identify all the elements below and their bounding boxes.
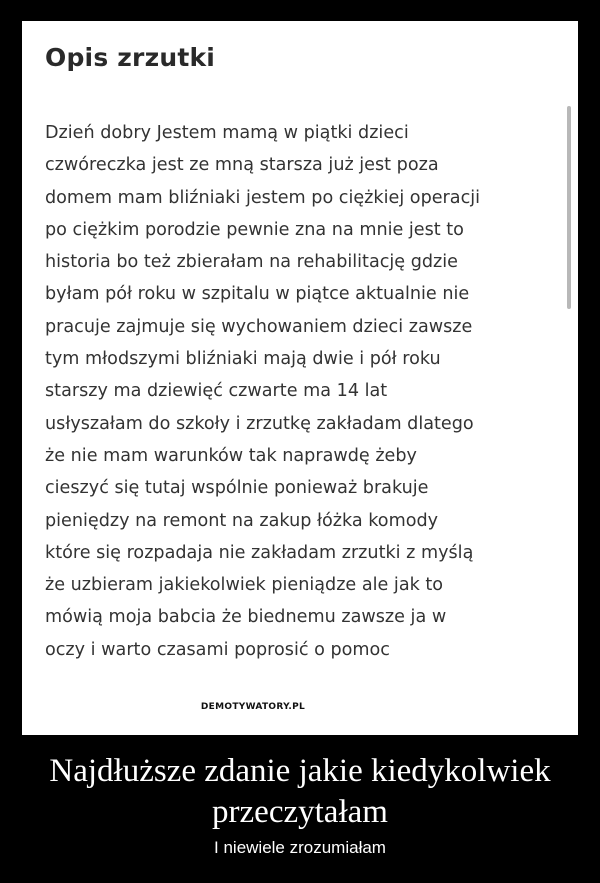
- description-line: które się rozpadaja nie zakładam zrzutki z myślą: [45, 542, 474, 563]
- description-line: że nie mam warunków tak naprawdę żeby: [45, 445, 417, 466]
- description-line: że uzbieram jakiekolwiek pieniądze ale jak to: [45, 575, 444, 596]
- description-line: tym młodszymi bliźniaki mają dwie i pół roku: [45, 349, 441, 370]
- description-line: po ciężkim porodzie pewnie zna na mnie jest to: [45, 219, 464, 240]
- post-description: [45, 117, 565, 666]
- description-line: historia bo też zbierałam na rehabilitację gdzie: [45, 252, 458, 273]
- description-line: starszy ma dziewięć czwarte ma 14 lat: [45, 381, 388, 402]
- caption-title: [0, 751, 600, 833]
- screenshot-panel: [22, 21, 578, 735]
- description-line: pracuje zajmuje się wychowaniem dzieci zawsze: [45, 316, 473, 337]
- site-watermark: DEMOTYWATORY.PL: [171, 700, 335, 715]
- caption-title-line: Najdłuższe zdanie jakie kiedykolwiek: [49, 753, 551, 789]
- description-line: czwóreczka jest ze mną starsza już jest poza: [45, 155, 439, 176]
- description-line: mówią moja babcia że biednemu zawsze ja w: [45, 607, 447, 628]
- description-line: cieszyć się tutaj wspólnie ponieważ brakuje: [45, 478, 429, 499]
- post-heading: Opis zrzutki: [45, 43, 216, 72]
- description-line: pieniędzy na remont na zakup łóżka komody: [45, 510, 439, 531]
- caption-title-line: przeczytałam: [212, 794, 388, 830]
- description-line: usłyszałam do szkoły i zrzutkę zakładam dlatego: [45, 413, 474, 434]
- description-line: byłam pół roku w szpitalu w piątce aktualnie nie: [45, 284, 470, 305]
- description-line: Dzień dobry Jestem mamą w piątki dzieci: [45, 123, 409, 143]
- description-line: domem mam bliźniaki jestem po ciężkiej operacji: [45, 187, 481, 208]
- scrollbar-thumb[interactable]: [567, 106, 571, 309]
- caption-subtitle: I niewiele zrozumiałam: [214, 838, 386, 857]
- description-line: oczy i warto czasami poprosić o pomoc: [45, 639, 390, 660]
